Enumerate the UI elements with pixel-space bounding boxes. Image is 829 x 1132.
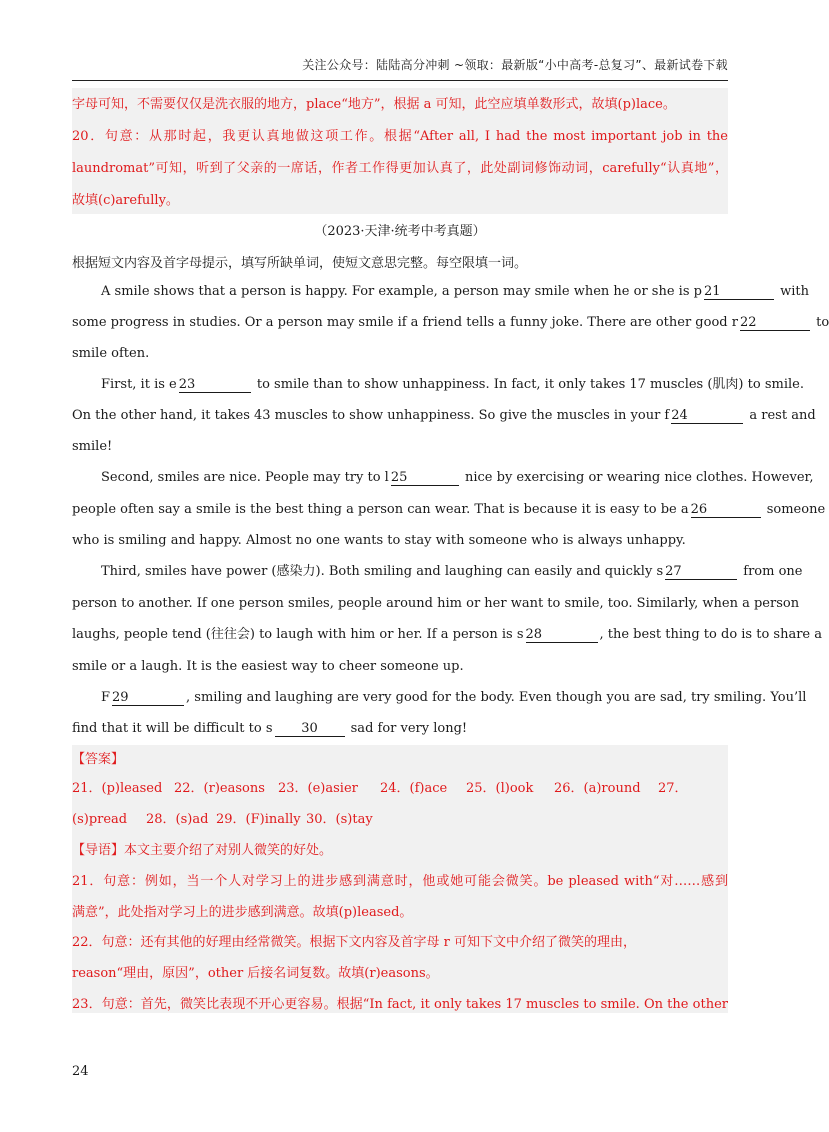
blank-22[interactable]: 22 (740, 316, 810, 331)
answer-heading: 【答案】 (72, 752, 125, 767)
text: A smile shows that a person is happy. For example, a person may smile when he or she is p (101, 284, 702, 299)
answer: 22．(r)easons (174, 781, 265, 796)
answer: 25．(l)ook (466, 781, 534, 796)
passage-line: smile or a laugh. It is the easiest way to cheer someone up. (72, 659, 464, 674)
passage-line (101, 690, 807, 706)
passage-line (72, 408, 816, 424)
text: , smiling and laughing are very good for the body. Even though you are sad, try smiling. You’ll (186, 690, 807, 705)
explanation-line: reason“理由，原因”，other 后接名词复数。故填(r)easons。 (72, 966, 439, 981)
answer: 26．(a)round (554, 781, 641, 796)
text: people often say a smile is the best thing a person can wear. That is because it is easy to be a (72, 502, 689, 517)
blank-29[interactable]: 29 (112, 691, 184, 706)
blank-30[interactable]: 30 (275, 722, 345, 737)
passage-line (101, 284, 809, 300)
answer: 30．(s)tay (306, 812, 373, 827)
passage-line: person to another. If one person smiles, people around him or her want to smile, too. Similarly, when a person (72, 596, 800, 611)
answer: 27． (658, 781, 688, 796)
text: First, it is e (101, 377, 177, 392)
text: sad for very long! (350, 721, 468, 736)
explanation-line: 字母可知，不需要仅仅是洗衣服的地方，place“地方”，根据 a 可知，此空应填单数形式，故填(p)lace。 (72, 97, 676, 112)
answer: 29．(F)inally (216, 812, 301, 827)
passage-line (101, 470, 814, 486)
answer: (s)pread (72, 812, 128, 827)
passage-line: smile often. (72, 346, 150, 361)
text: some progress in studies. Or a person may smile if a friend tells a funny joke. There are other good r (72, 315, 738, 330)
passage-line (72, 721, 728, 737)
text: with (780, 284, 809, 299)
text: to smile than to show unhappiness. In fact, it only takes 17 muscles (肌肉) to smile. (256, 377, 804, 392)
passage-line (101, 564, 803, 580)
question-source: （2023·天津·统考中考真题） (314, 224, 486, 239)
answer: 24．(f)ace (380, 781, 448, 796)
blank-28[interactable]: 28 (526, 628, 598, 643)
answers-line-1 (72, 781, 728, 797)
instruction: 根据短文内容及首字母提示，填写所缺单词，使短文意思完整。每空限填一词。 (72, 256, 528, 271)
text: a rest and (749, 408, 816, 423)
explanation-line: 22．句意：还有其他的好理由经常微笑。根据下文内容及首字母 r 可知下文中介绍了微笑的理由， (72, 935, 637, 950)
passage-line (72, 502, 826, 518)
text: find that it will be difficult to s (72, 721, 273, 736)
text: to (816, 315, 829, 330)
explanation-line: 故填(c)arefully。 (72, 193, 179, 208)
explanation-line: 23．句意：首先，微笑比表现不开心更容易。根据“In fact, it only takes 17 muscles to smile. On the other (72, 997, 728, 1012)
text: Third, smiles have power (感染力). Both smiling and laughing can easily and quickly s (101, 564, 664, 579)
header-rule (72, 80, 728, 81)
answer: 21．(p)leased (72, 781, 163, 796)
blank-26[interactable]: 26 (691, 503, 761, 518)
explanation-line: 20．句意：从那时起，我更认真地做这项工作。根据“After all, I had the most important job in the (72, 129, 728, 144)
passage-line (101, 377, 804, 393)
blank-21[interactable]: 21 (704, 285, 774, 300)
text: laughs, people tend (往往会) to laugh with him or her. If a person is s (72, 627, 524, 642)
blank-27[interactable]: 27 (665, 565, 737, 580)
passage-line (72, 627, 823, 643)
passage-line: who is smiling and happy. Almost no one wants to stay with someone who is always unhappy. (72, 533, 686, 548)
page-header: 关注公众号：陆陆高分冲刺 ~领取：最新版“小中高考-总复习”、最新试卷下载 (302, 58, 728, 72)
text: someone (766, 502, 826, 517)
answer: 23．(e)asier (278, 781, 358, 796)
text: Second, smiles are nice. People may try to l (101, 470, 389, 485)
answer: 28．(s)ad (146, 812, 209, 827)
answers-line-2 (72, 812, 728, 828)
blank-24[interactable]: 24 (671, 409, 743, 424)
passage-line: smile! (72, 439, 113, 454)
text: , the best thing to do is to share a (599, 627, 823, 642)
explanation-line: 满意”，此处指对学习上的进步感到满意。故填(p)leased。 (72, 905, 413, 920)
text: F (101, 690, 111, 705)
text: nice by exercising or wearing nice clothes. However, (464, 470, 814, 485)
guide-text: 【导语】本文主要介绍了对别人微笑的好处。 (72, 843, 333, 858)
text: On the other hand, it takes 43 muscles to show unhappiness. So give the muscles in your f (72, 408, 670, 423)
explanation-line: laundromat”可知，听到了父亲的一席话，作者工作得更加认真了，此处副词修饰动词，carefully“认真地”， (72, 161, 728, 176)
explanation-line: 21．句意：例如，当一个人对学习上的进步感到满意时，他或她可能会微笑。be pleased with“对……感到 (72, 874, 728, 889)
blank-25[interactable]: 25 (391, 471, 459, 486)
blank-23[interactable]: 23 (179, 378, 251, 393)
text: from one (743, 564, 803, 579)
page-number: 24 (72, 1064, 89, 1079)
passage-line (72, 315, 829, 331)
